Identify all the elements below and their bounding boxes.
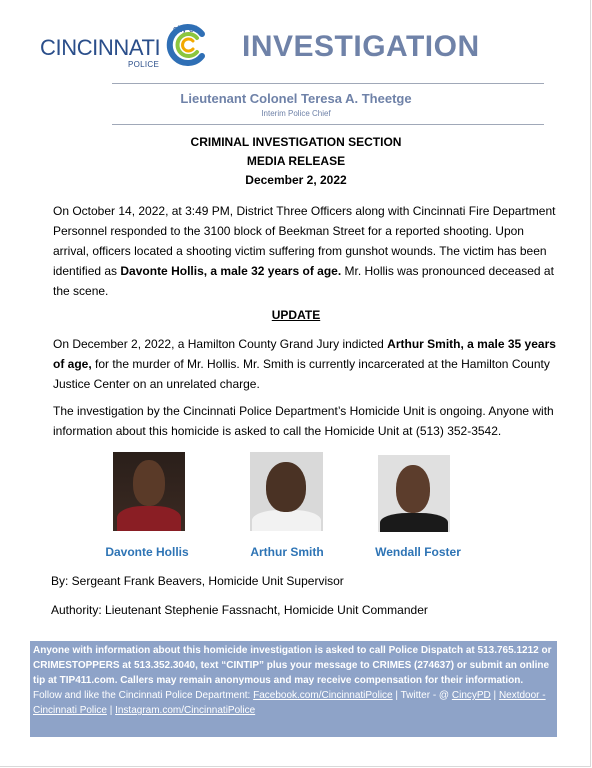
section-heading: CRIMINAL INVESTIGATION SECTION <box>190 135 402 149</box>
suspect-identity: Arthur Smith, a male 35 years of age, <box>53 337 556 371</box>
update-text-part1: On December 2, 2022, a Hamilton County Grand Jury indicted <box>53 337 388 351</box>
logo-police-text: POLICE <box>128 60 160 69</box>
update-paragraph <box>53 334 563 394</box>
tip-info-box <box>30 641 557 737</box>
incident-text-part2: Mr. Hollis was pronounced deceased at the scene. <box>53 264 554 298</box>
photo-arthur-smith <box>250 452 323 531</box>
header-divider-bottom <box>112 124 544 125</box>
separator-twitter: | Twitter - @ <box>392 690 452 701</box>
byline: By: Sergeant Frank Beavers, Homicide Unit Supervisor <box>51 574 344 588</box>
ongoing-paragraph: The investigation by the Cincinnati Police Department’s Homicide Unit is ongoing. Anyone with information about this homicide is asked to call the Homicide Unit at (513) 352-3542. <box>53 404 554 438</box>
c-swirl-icon <box>164 22 210 68</box>
logo-name-text: CINCINNATI <box>40 35 161 60</box>
photo-caption-wendall-foster: Wendall Foster <box>375 545 461 559</box>
victim-identity: Davonte Hollis, a male 32 years of age. <box>120 264 342 278</box>
chief-title: Interim Police Chief <box>261 109 331 118</box>
separator-instagram: | <box>106 705 116 716</box>
page-title: INVESTIGATION <box>242 30 480 63</box>
incident-text-part1: On October 14, 2022, at 3:49 PM, District Three Officers along with Cincinnati Fire Department Personnel responded to the 3100 block of Beekman Street for a reported shooting. Upon arrival, officers located a shooting victim suffering from gunshot wounds. The victim has been identified as <box>53 204 556 278</box>
incident-paragraph <box>53 201 563 301</box>
header-divider-top <box>112 83 544 84</box>
instagram-link[interactable]: Instagram.com/CincinnatiPolice <box>115 705 256 716</box>
photo-caption-arthur-smith: Arthur Smith <box>250 545 324 559</box>
photo-davonte-hollis <box>113 452 185 531</box>
facebook-link[interactable]: Facebook.com/CincinnatiPolice <box>253 690 393 701</box>
nextdoor-link[interactable]: Nextdoor - Cincinnati Police <box>33 690 546 716</box>
social-follow-line <box>33 688 554 718</box>
chief-name: Lieutenant Colonel Teresa A. Theetge <box>180 91 412 106</box>
update-text-part2: for the murder of Mr. Hollis. Mr. Smith is currently incarcerated at the Hamilton County Justice Center on an unrelated charge. <box>53 357 550 391</box>
follow-prefix: Follow and like the Cincinnati Police Department: <box>33 690 254 701</box>
photo-wendall-foster <box>378 455 450 532</box>
tip-info-text: Anyone with information about this homicide investigation is asked to call Police Dispatch at 513.765.1212 or CRIMESTOPPERS at 513.352.3040, text “CINTIP” plus your message to CRIMES (274637) or submit an online tip at TIP411.com. Callers may remain anonymous and may receive compensation for their information. <box>33 645 552 686</box>
update-heading: UPDATE <box>271 308 321 322</box>
authority-line: Authority: Lieutenant Stephenie Fassnacht, Homicide Unit Commander <box>51 603 428 617</box>
logo-city-text: city of <box>173 24 197 34</box>
photo-caption-davonte-hollis: Davonte Hollis <box>105 545 189 559</box>
release-type-heading: MEDIA RELEASE <box>246 154 346 168</box>
release-date: December 2, 2022 <box>245 173 347 187</box>
twitter-link[interactable]: CincyPD <box>451 690 491 701</box>
cincinnati-police-logo <box>40 22 210 74</box>
separator-nextdoor: | <box>490 690 499 701</box>
